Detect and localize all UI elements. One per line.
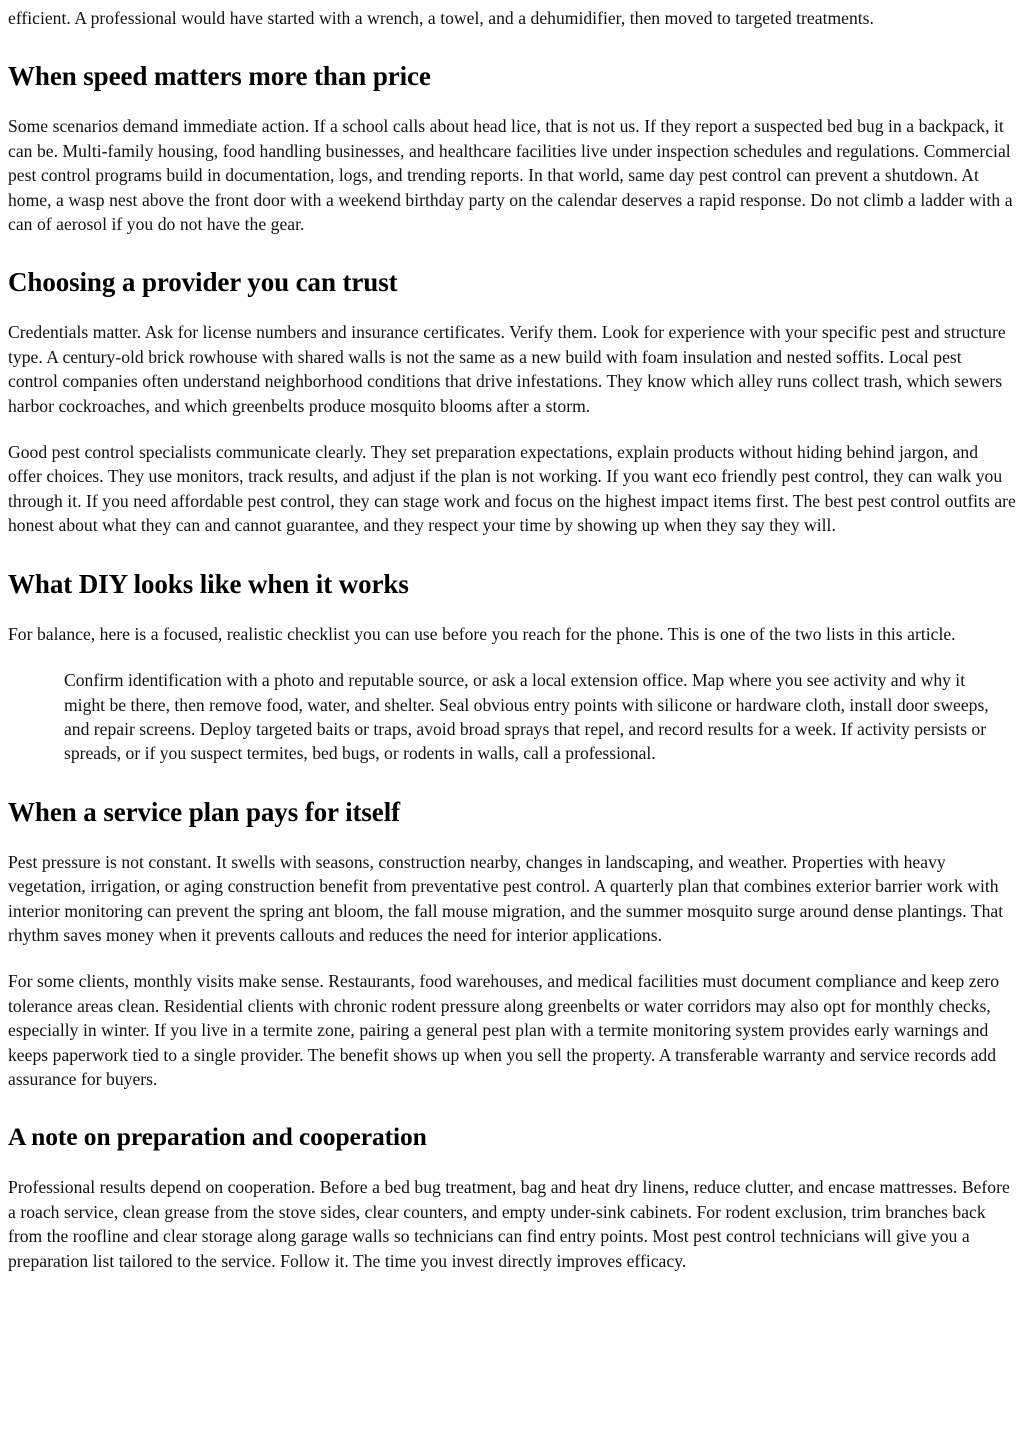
section-note-on-preparation xyxy=(8,1113,1016,1273)
section-what-diy-looks-like xyxy=(8,560,1016,766)
paragraph: Some scenarios demand immediate action. If a school calls about head lice, that is not us. If they report a suspected bed bug in a backpack, it can be. Multi-family housing, food handling businesses, and healthcare facilities live under inspection schedules and regulations. Commercial pest control programs build in documentation, logs, and trending reports. In that world, same day pest control can prevent a shutdown. At home, a wasp nest above the front door with a weekend birthday party on the calendar deserves a rapid response. Do not climb a ladder with a can of aerosol if you do not have the gear. xyxy=(8,116,1013,235)
section-heading: What DIY looks like when it works xyxy=(8,568,409,599)
section-heading: When a service plan pays for itself xyxy=(8,796,400,827)
section-heading: A note on preparation and cooperation xyxy=(8,1122,427,1152)
paragraph: Good pest control specialists communicate clearly. They set preparation expectations, explain products without hiding behind jargon, and offer choices. They use monitors, track results, and adjust if the plan is not working. If you want eco friendly pest control, they can walk you through it. If you need affordable pest control, they can stage work and focus on the highest impact items first. The best pest control outfits are honest about what they can and cannot guarantee, and they respect your time by showing up when they say they will. xyxy=(8,442,1016,536)
section-heading: When speed matters more than price xyxy=(8,61,431,92)
section-service-plan xyxy=(8,788,1016,1092)
section-heading: Choosing a provider you can trust xyxy=(8,267,398,298)
checklist-blockquote xyxy=(64,668,992,766)
paragraph: Professional results depend on cooperation. Before a bed bug treatment, bag and heat dry linens, reduce clutter, and encase mattresses. Before a roach service, clean grease from the stove sides, clear counters, and empty under-sink cabinets. For rodent exclusion, trim branches back from the roofline and clear storage along garage walls so technicians can find entry points. Most pest control technicians will give you a preparation list tailored to the service. Follow it. The time you invest directly improves efficacy. xyxy=(8,1177,1010,1271)
paragraph-continuation: efficient. A professional would have started with a wrench, a towel, and a dehumidifier, then moved to targeted treatments. xyxy=(8,8,874,28)
paragraph: For some clients, monthly visits make sense. Restaurants, food warehouses, and medical facilities must document compliance and keep zero tolerance areas clean. Residential clients with chronic rodent pressure along greenbelts or water corridors may also opt for monthly checks, especially in winter. If you live in a termite zone, pairing a general pest plan with a termite monitoring system provides early warnings and keeps paperwork tied to a single provider. The benefit shows up when you sell the property. A transferable warranty and service records add assurance for buyers. xyxy=(8,971,1000,1089)
paragraph: Pest pressure is not constant. It swells with seasons, construction nearby, changes in landscaping, and weather. Properties with heavy vegetation, irrigation, or aging construction benefit from preventative pest control. A quarterly plan that combines exterior barrier work with interior monitoring can prevent the spring ant bloom, the fall mouse migration, and the summer mosquito surge around dense plantings. That rhythm saves money when it prevents callouts and reduces the need for interior applications. xyxy=(8,851,1004,945)
section-when-speed-matters xyxy=(8,52,1016,236)
checklist-text: Confirm identification with a photo and reputable source, or ask a local extension office. Map where you see activity and why it might be there, then remove food, water, and shelter. Seal obvious entry points with silicone or hardware cloth, install door sweeps, and repair screens. Deploy targeted baits or traps, avoid broad sprays that repel, and record results for a week. If activity persists or spreads, or if you suspect termites, bed bugs, or rodents in walls, call a professional. xyxy=(64,670,989,764)
paragraph: Credentials matter. Ask for license numbers and insurance certificates. Verify them. Look for experience with your specific pest and structure type. A century-old brick rowhouse with shared walls is not the same as a new build with foam insulation and nested soffits. Local pest control companies often understand neighborhood conditions that drive infestations. They know which alley runs collect trash, which sewers harbor cockroaches, and which greenbelts produce mosquito blooms after a storm. xyxy=(8,322,1006,416)
section-choosing-a-provider xyxy=(8,258,1016,537)
paragraph: For balance, here is a focused, realistic checklist you can use before you reach for the phone. This is one of the two lists in this article. xyxy=(8,623,956,644)
